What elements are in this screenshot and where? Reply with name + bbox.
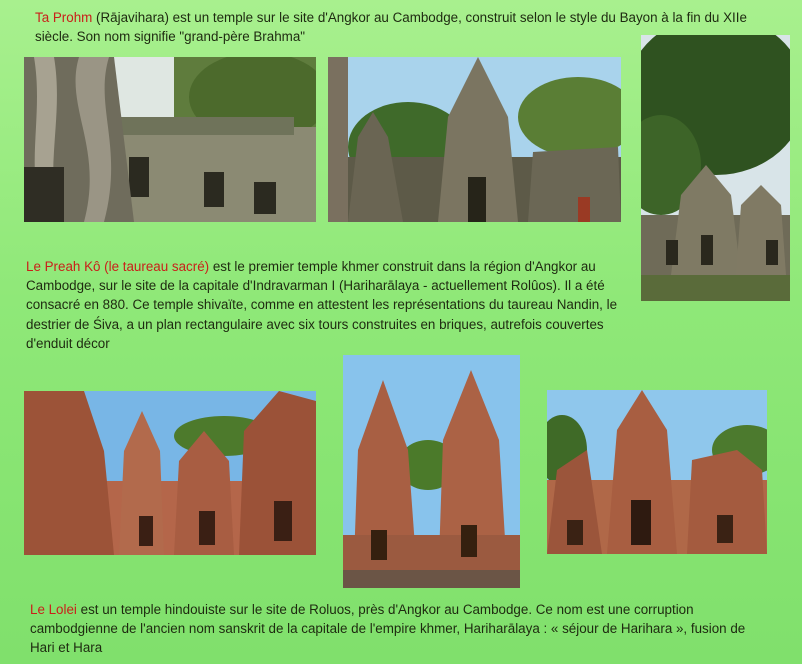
temple-name-preah-ko: Le Preah Kô (le taureau sacré) [26,259,210,274]
ta-prohm-description: (Rājavihara) est un temple sur le site d'Angkor au Cambodge, construit selon le style du Bayon à la fin du XIIe siècle. Son nom signifie "grand-père Brahma" [35,10,747,44]
photo-ta-prohm-tree-roots [24,57,316,222]
photo-ta-prohm-towers [328,57,621,222]
photo-ta-prohm-courtyard [641,35,790,301]
photo-banteay-srei-pavilion [547,390,767,554]
paragraph-lolei [30,600,750,657]
preah-ko-description: est le premier temple khmer construit dans la région d'Angkor au Cambodge, sur le site de la capitale d'Indravarman I (Hariharālaya - actuellement Rolûos). Il a été consacré en 880. Ce temple shivaïte, comme en attestent les représentations du taureau Nandin, le destrier de Śiva, a un plan rectangulaire avec six tours construites en briques, autrefois couvertes d'enduit décor [26,259,618,351]
temple-name-lolei: Le Lolei [30,602,77,617]
paragraph-preah-ko [26,257,618,353]
photo-banteay-srei-towers [343,355,520,588]
photo-banteay-srei-wide [24,391,316,555]
temple-name-ta-prohm: Ta Prohm [35,10,93,25]
lolei-description: est un temple hindouiste sur le site de Roluos, près d'Angkor au Cambodge. Ce nom est une corruption cambodgienne de l'ancien nom sanskrit de la capitale de l'empire khmer, Hariharālaya : « séjour de Harihara », fusion de Hari et Hara [30,602,746,655]
